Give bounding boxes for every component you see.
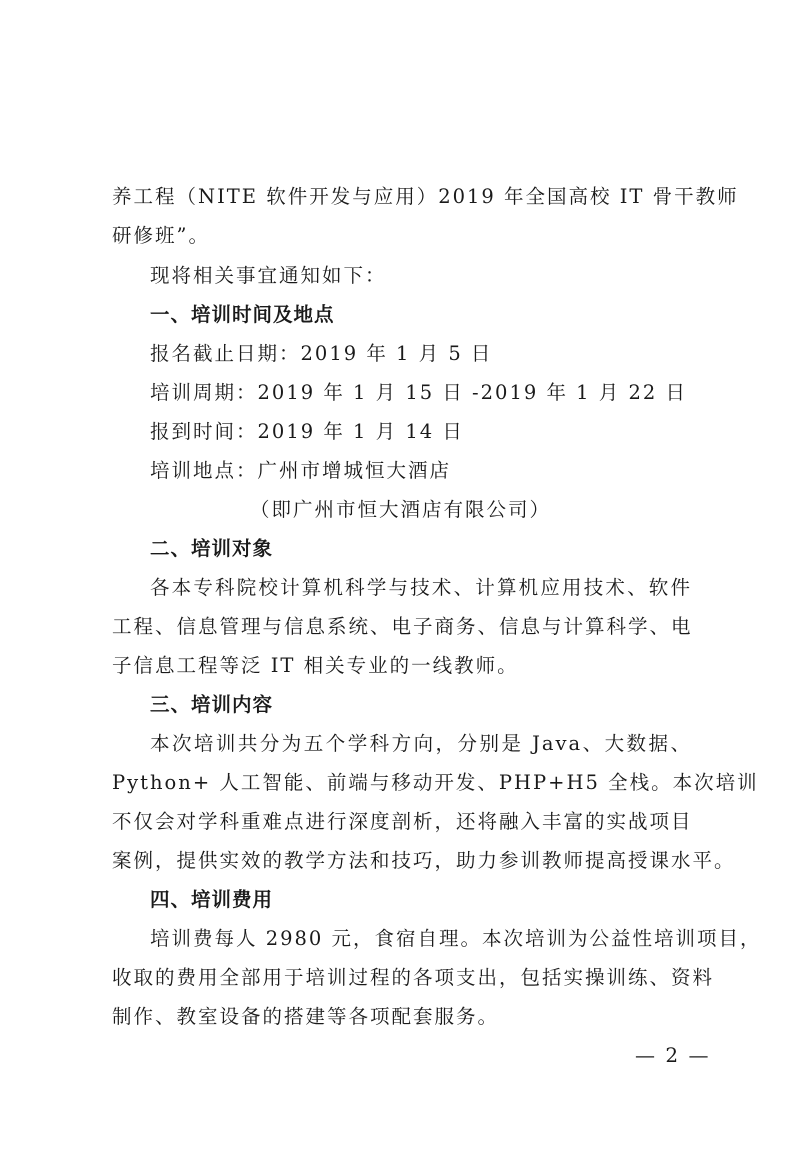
body-text-line: 不仅会对学科重难点进行深度剖析，还将融入丰富的实战项目 [112, 810, 693, 833]
body-text-line: 各本专科院校计算机科学与技术、计算机应用技术、软件 [150, 576, 692, 599]
body-text-line: 子信息工程等泛 IT 相关专业的一线教师。 [112, 654, 519, 677]
body-text-line: 工程、信息管理与信息系统、电子商务、信息与计算科学、电 [112, 615, 693, 638]
section-heading-participants: 二、培训对象 [150, 537, 274, 560]
section-heading-time-location: 一、培训时间及地点 [150, 303, 335, 326]
body-text-line: 收取的费用全部用于培训过程的各项支出，包括实操训练、资料 [112, 966, 715, 989]
page-number: — 2 — [635, 1043, 711, 1067]
training-location: 培训地点：广州市增城恒大酒店 [150, 459, 452, 482]
training-period: 培训周期：2019 年 1 月 15 日 -2019 年 1 月 22 日 [150, 381, 687, 404]
body-text-line: 本次培训共分为五个学科方向，分别是 Java、大数据、 [150, 732, 692, 755]
body-text-line: 现将相关事宜通知如下： [150, 264, 387, 287]
body-text-line: 制作、教室设备的搭建等各项配套服务。 [112, 1005, 500, 1028]
body-text-line: 培训费每人 2980 元，食宿自理。本次培训为公益性培训项目， [150, 927, 762, 950]
check-in-time: 报到时间：2019 年 1 月 14 日 [150, 420, 464, 443]
body-text-line: 研修班”。 [112, 224, 210, 247]
body-text-line: 养工程（NITE 软件开发与应用）2019 年全国高校 IT 骨干教师 [112, 185, 739, 208]
body-text-line: 案例，提供实效的教学方法和技巧，助力参训教师提高授课水平。 [112, 849, 736, 872]
section-heading-content: 三、培训内容 [150, 693, 274, 716]
section-heading-fees: 四、培训费用 [150, 888, 274, 911]
training-location-note: （即广州市恒大酒店有限公司） [250, 498, 552, 521]
body-text-line: Python+ 人工智能、前端与移动开发、PHP+H5 全栈。本次培训 [112, 771, 759, 794]
registration-deadline: 报名截止日期：2019 年 1 月 5 日 [150, 342, 493, 365]
